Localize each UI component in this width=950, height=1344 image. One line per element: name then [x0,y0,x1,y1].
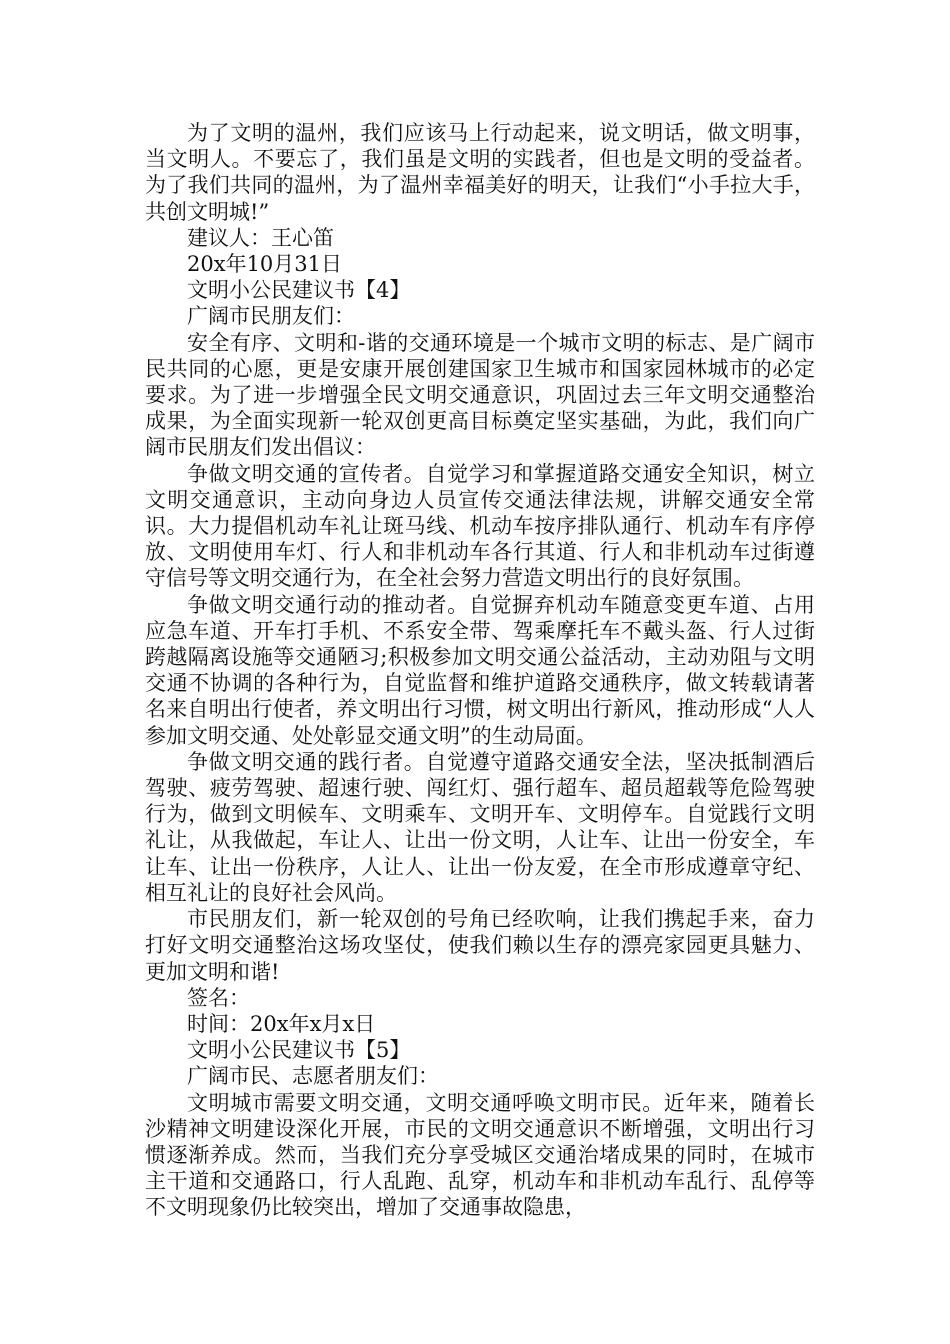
salutation-5: 广阔市民、志愿者朋友们： [187,1064,439,1089]
section-title-5: 文明小公民建议书【5】 [187,1038,411,1063]
time-line: 时间：20x年x月x日 [187,1011,376,1036]
paragraph-practitioner: 争做文明交通的践行者。自觉遵守道路交通安全法，坚决抵制酒后驾驶、疲劳驾驶、超速行驶、闯红灯、强行超车、超员超载等危险驾驶行为，做到文明候车、文明乘车、文明开车、文明停车。自觉践行文明礼让，从我做起，车让人、让出一份文明，人让车、让出一份安全，车让车、让出一份秩序，人让人、让出一份友爱，在全市形成遵章守纪、相互礼让的良好社会风尚。 [145,749,815,905]
section-title-4: 文明小公民建议书【4】 [187,278,411,303]
salutation-4: 广阔市民朋友们： [187,304,355,329]
proposer-line: 建议人：王心笛 [187,225,334,250]
paragraph-driver: 争做文明交通行动的推动者。自觉摒弃机动车随意变更车道、占用应急车道、开车打手机、不系安全带、驾乘摩托车不戴头盔、行人过街跨越隔离设施等交通陋习;积极参加文明交通公益活动，主动劝阻与文明交通不协调的各种行为，自觉监督和维护道路交通秩序，做文转载请著名来自明出行使者，养文明出行习惯，树文明出行新风，推动形成“人人参加文明交通、处处彰显交通文明”的生动局面。 [145,592,815,748]
paragraph-call-to-action: 市民朋友们，新一轮双创的号角已经吹响，让我们携起手来，奋力打好文明交通整治这场攻坚仗，使我们赖以生存的漂亮家园更具魅力、更加文明和谐! [145,907,815,984]
paragraph-intro-4: 安全有序、文明和-谐的交通环境是一个城市文明的标志、是广阔市民共同的心愿，更是安康开展创建国家卫生城市和国家园林城市的必定要求。为了进一步增强全民文明交通意识，巩固过去三年文明交通整治成果，为全面实现新一轮双创更高目标奠定坚实基础，为此，我们向广阔市民朋友们发出倡议： [145,330,815,460]
signature-line: 签名： [187,985,250,1010]
document-body [145,120,815,1221]
paragraph-promoter: 争做文明交通的宣传者。自觉学习和掌握道路交通安全知识，树立文明交通意识，主动向身边人员宣传交通法律法规，讲解交通安全常识。大力提倡机动车礼让斑马线、机动车按序排队通行、机动车有序停放、文明使用车灯、行人和非机动车各行其道、行人和非机动车过街遵守信号等文明交通行为，在全社会努力营造文明出行的良好氛围。 [145,461,815,591]
paragraph-intro-5: 文明城市需要文明交通，文明交通呼唤文明市民。近年来，随着长沙精神文明建设深化开展，市民的文明交通意识不断增强，文明出行习惯逐渐养成。然而，当我们充分享受城区交通治堵成果的同时，在城市主干道和交通路口，行人乱跑、乱穿，机动车和非机动车乱行、乱停等不文明现象仍比较突出，增加了交通事故隐患， [145,1090,815,1220]
paragraph-closing-appeal: 为了文明的温州，我们应该马上行动起来，说文明话，做文明事，当文明人。不要忘了，我们虽是文明的实践者，但也是文明的受益者。为了我们共同的温州，为了温州幸福美好的明天，让我们“小手拉大手，共创文明城!” [145,121,815,224]
date-line: 20x年10月31日 [187,252,343,277]
